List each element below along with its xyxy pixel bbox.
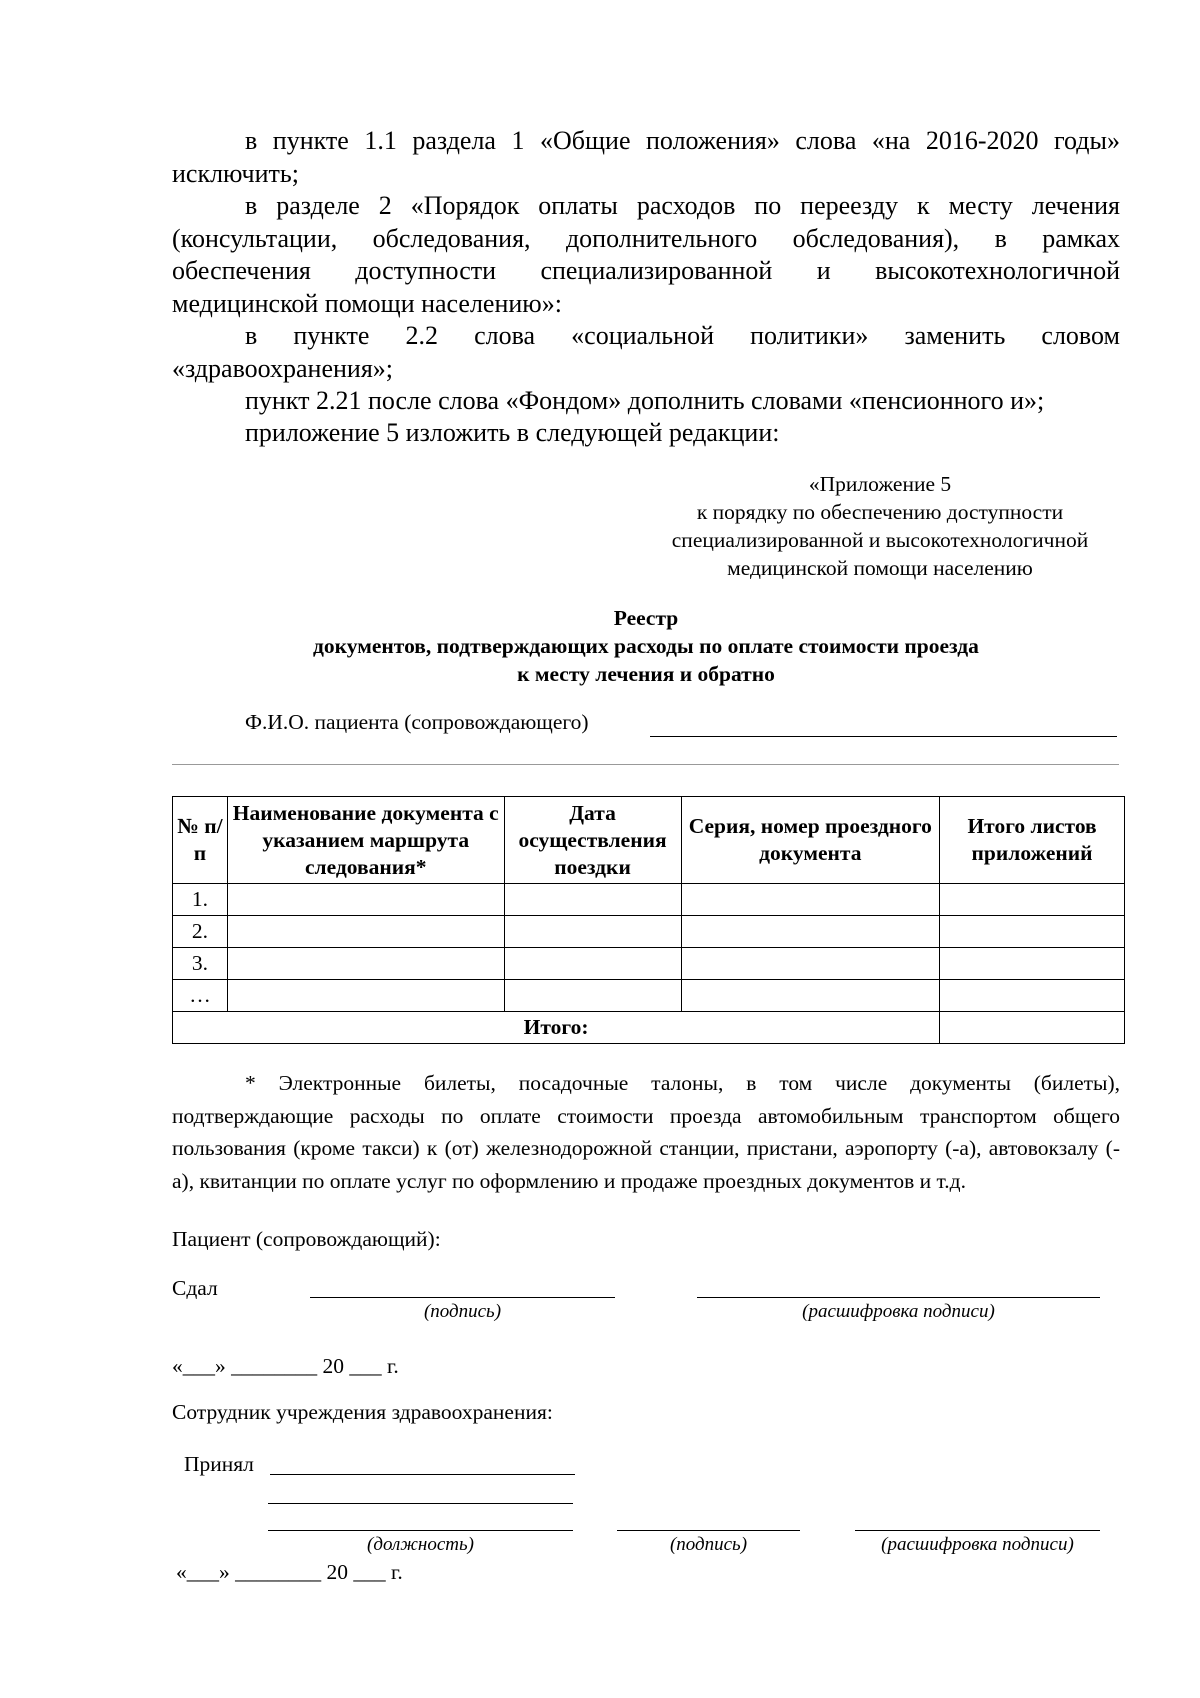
total-value-cell <box>940 1012 1125 1044</box>
patient-signature-caption: (подпись) <box>423 1301 502 1322</box>
table-cell <box>940 884 1125 916</box>
table-cell <box>681 884 940 916</box>
header-document-name: Наименование документа с указанием маршрута следования* <box>227 797 504 884</box>
handed-label: Сдал <box>172 1276 218 1300</box>
table-cell <box>504 980 681 1012</box>
register-title <box>172 604 1120 688</box>
patient-name-line-2 <box>172 764 1119 765</box>
table-row <box>173 916 1125 948</box>
row-number: 1. <box>173 884 228 916</box>
table-cell <box>681 980 940 1012</box>
patient-signature-line <box>310 1297 615 1298</box>
title-line-2: документов, подтверждающих расходы по оплате стоимости проезда <box>313 634 979 658</box>
title-line-3: к месту лечения и обратно <box>517 662 775 686</box>
patient-name-label: Ф.И.О. пациента (сопровождающего) <box>245 710 589 734</box>
table-cell <box>681 916 940 948</box>
table-cell <box>504 948 681 980</box>
row-number: 2. <box>173 916 228 948</box>
table-cell <box>940 916 1125 948</box>
appendix-line-1: «Приложение 5 <box>808 472 952 496</box>
table-cell <box>227 948 504 980</box>
employee-line-1 <box>270 1474 575 1475</box>
paragraph-1: в пункте 1.1 раздела 1 «Общие положения» слова «на 2016-2020 годы» исключить; <box>172 126 1120 188</box>
paragraph-3: в пункте 2.2 слова «социальной политики» заменить словом «здравоохранения»; <box>172 321 1120 383</box>
table-row <box>173 980 1125 1012</box>
employee-section-heading: Сотрудник учреждения здравоохранения: <box>172 1400 553 1424</box>
row-number: 3. <box>173 948 228 980</box>
table-cell <box>940 980 1125 1012</box>
employee-position-caption: (должность) <box>367 1534 474 1555</box>
table-cell <box>227 980 504 1012</box>
appendix-line-3: специализированной и высокотехнологичной <box>671 528 1089 552</box>
appendix-line-4: медицинской помощи населению <box>727 556 1033 580</box>
header-total-sheets: Итого листов приложений <box>940 797 1125 884</box>
received-label: Принял <box>184 1452 254 1476</box>
appendix-header <box>600 470 1160 582</box>
table-cell <box>681 948 940 980</box>
table-total-row <box>173 1012 1125 1044</box>
employee-signature-line <box>617 1530 800 1531</box>
table-cell <box>940 948 1125 980</box>
table-cell <box>504 916 681 948</box>
employee-decoding-line <box>855 1530 1100 1531</box>
header-trip-date: Дата осуществления поездки <box>504 797 681 884</box>
header-ticket-number: Серия, номер проездного документа <box>681 797 940 884</box>
row-number: … <box>173 980 228 1012</box>
patient-decoding-caption: (расшифровка подписи) <box>802 1301 995 1322</box>
table-row <box>173 948 1125 980</box>
table-cell <box>227 884 504 916</box>
patient-name-line <box>650 736 1117 737</box>
table-cell <box>227 916 504 948</box>
footnote: * Электронные билеты, посадочные талоны, в том числе документы (билеты), подтверждающие расходы по оплате стоимости проезда автомобильным транспортом общего пользования (кроме такси) к (от) железнодорожной станции, пристани, аэропорту (-а), автовокзалу (-а), квитанции по оплате услуг по оформлению и продаже проездных документов и т.д. <box>172 1071 1120 1193</box>
register-table <box>172 796 1125 1044</box>
title-line-1: Реестр <box>613 606 679 630</box>
employee-line-2 <box>268 1503 573 1504</box>
patient-section-heading: Пациент (сопровождающий): <box>172 1227 441 1251</box>
paragraph-2: в разделе 2 «Порядок оплаты расходов по переезду к месту лечения (консультации, обследования, дополнительного обследования), в рамках обеспечения доступности специализированной и высокотехнологичной медицинской помощи населению»: <box>172 191 1120 318</box>
employee-signature-caption: (подпись) <box>669 1534 748 1555</box>
table-row <box>173 884 1125 916</box>
header-number: № п/п <box>173 797 228 884</box>
employee-position-line <box>268 1530 573 1531</box>
appendix-line-2: к порядку по обеспечению доступности <box>696 500 1064 524</box>
table-cell <box>504 884 681 916</box>
employee-date-line: «___» ________ 20 ___ г. <box>176 1560 403 1584</box>
patient-decoding-line <box>697 1297 1100 1298</box>
table-header-row <box>173 797 1125 884</box>
paragraph-5: приложение 5 изложить в следующей редакции: <box>245 418 780 447</box>
patient-date-line: «___» ________ 20 ___ г. <box>172 1354 399 1378</box>
employee-decoding-caption: (расшифровка подписи) <box>881 1534 1074 1555</box>
total-label: Итого: <box>173 1012 940 1044</box>
paragraph-4: пункт 2.21 после слова «Фондом» дополнить словами «пенсионного и»; <box>245 386 1045 415</box>
